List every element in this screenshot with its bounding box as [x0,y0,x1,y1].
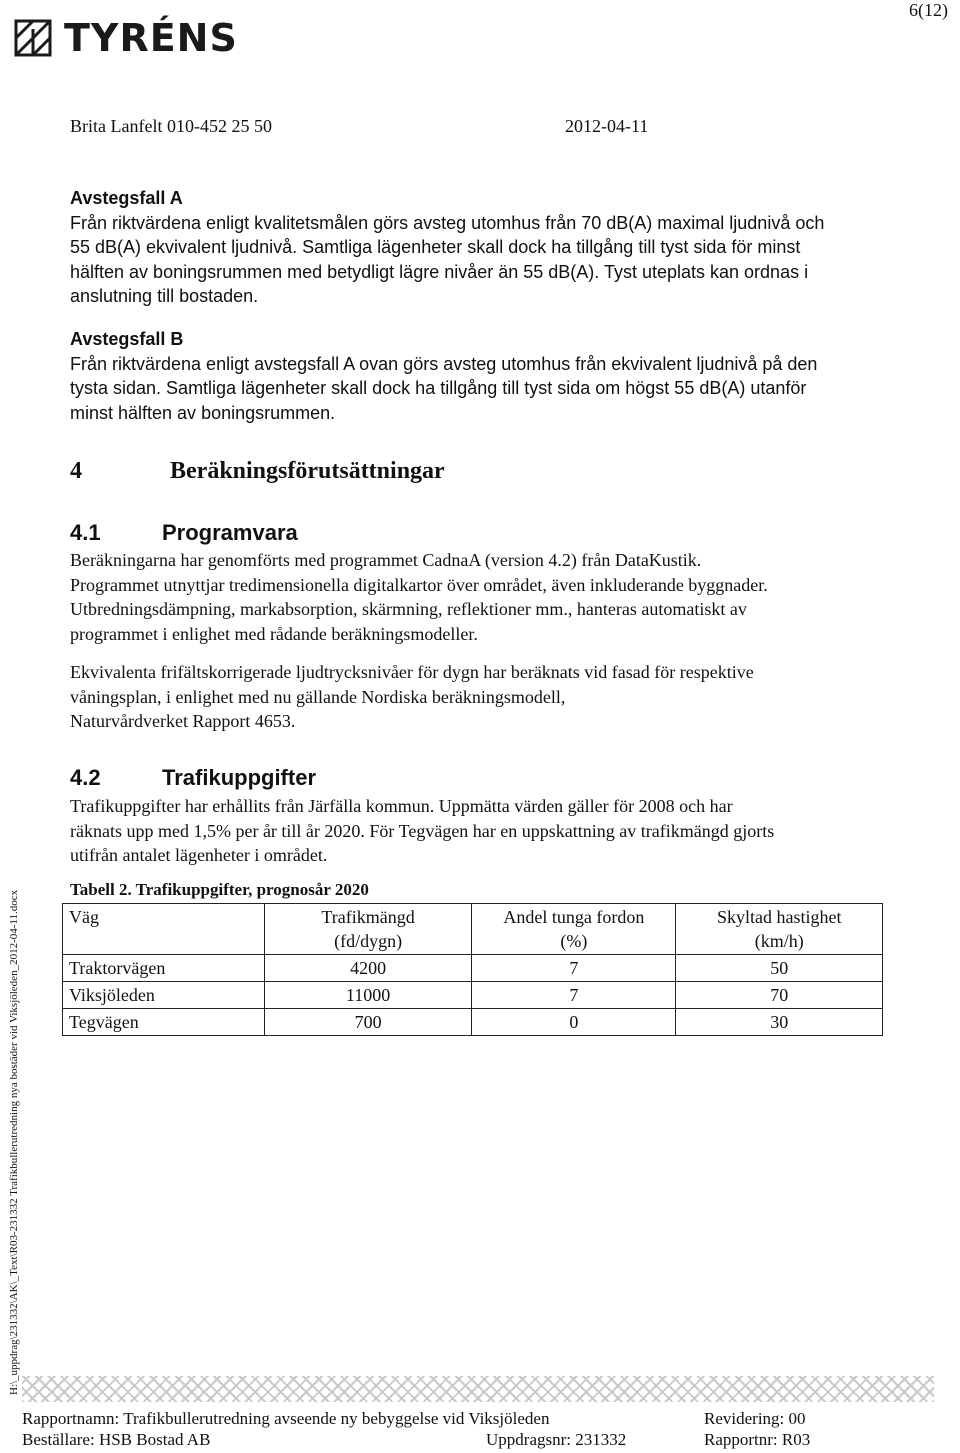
column-header-traffic-volume: Trafikmängd (fd/dygn) [264,904,472,955]
section-4-2-heading [70,765,316,791]
section-title: Beräkningsförutsättningar [170,458,445,484]
footer-client: Beställare: HSB Bostad AB [22,1430,211,1449]
table-caption: Tabell 2. Trafikuppgifter, prognosår 2020 [70,880,369,899]
company-logo [14,14,238,62]
cell-speed-limit: 70 [676,982,883,1009]
page-number: 6(12) [909,0,948,20]
calculation-paragraph [70,660,900,734]
avstegsfall-b-section [70,327,900,425]
avstegsfall-a-section [70,186,900,309]
footer-report-number: Rapportnr: R03 [704,1430,811,1449]
footer-revision: Revidering: 00 [704,1409,806,1428]
section-title: Programvara [162,520,298,545]
software-paragraph [70,548,900,646]
table-row [63,982,883,1009]
text-line: 55 dB(A) ekvivalent ljudnivå. Samtliga lägenheter skall dock ha tillgång till tyst sida för minst [70,237,801,257]
text-line: Trafikuppgifter har erhållits från Järfälla kommun. Uppmätta värden gäller för 2008 och har [70,796,733,816]
section-number: 4.1 [70,520,101,545]
cell-road: Traktorvägen [63,955,265,982]
logo-wordmark: TYRÉNS [64,16,238,60]
table-row [63,955,883,982]
cell-heavy-vehicles: 7 [472,982,676,1009]
cell-traffic-volume: 4200 [264,955,472,982]
logo-cube-icon [14,19,52,57]
cell-heavy-vehicles: 7 [472,955,676,982]
text-line: Ekvivalenta frifältskorrigerade ljudtrycksnivåer för dygn har beräknats vid fasad för respektive [70,662,754,682]
text-line: räknats upp med 1,5% per år till år 2020. För Tegvägen har en uppskattning av trafikmängd gjorts [70,820,775,841]
section-title: Trafikuppgifter [162,765,317,790]
cell-speed-limit: 50 [676,955,883,982]
file-path-margin: H:\_uppdrag\231332\AK\_Text\R03-231332 Trafikbullerutredning nya bostäder vid Viksjöleden_2012-04-11.docx [8,889,20,1395]
section-4-1-heading [70,520,298,546]
text-line: hälften av boningsrummen med betydligt lägre nivåer än 55 dB(A). Tyst uteplats kan ordnas i [70,261,809,282]
section-number: 4.2 [70,765,101,790]
cell-heavy-vehicles: 0 [472,1009,676,1036]
cell-road: Tegvägen [63,1009,265,1036]
avstegsfall-b-heading: Avstegsfall B [70,329,184,349]
text-line: tysta sidan. Samtliga lägenheter skall dock ha tillgång till tyst sida om högst 55 dB(A) utanför [70,378,807,398]
traffic-table [62,903,883,1036]
avstegsfall-a-heading: Avstegsfall A [70,188,183,208]
column-header-road: Väg [63,904,265,955]
text-line: utifrån antalet lägenheter i området. [70,845,328,865]
text-line: Från riktvärdena enligt kvalitetsmålen görs avsteg utomhus från 70 dB(A) maximal ljudnivå och [70,212,825,233]
footer-report-name: Rapportnamn: Trafikbullerutredning avseende ny bebyggelse vid Viksjöleden [22,1409,550,1428]
column-header-speed-limit: Skyltad hastighet (km/h) [676,904,883,955]
footer-assignment-number: Uppdragsnr: 231332 [486,1430,627,1449]
footer-pattern-band [22,1376,934,1402]
text-line: Naturvårdverket Rapport 4653. [70,711,296,731]
text-line: Från riktvärdena enligt avstegsfall A ovan görs avsteg utomhus från ekvivalent ljudnivå på den [70,353,818,374]
text-line: Utbredningsdämpning, markabsorption, skärmning, reflektioner mm., hanteras automatiskt av [70,599,747,619]
document-date: 2012-04-11 [565,116,649,136]
cell-speed-limit: 30 [676,1009,883,1036]
cell-traffic-volume: 11000 [264,982,472,1009]
author-contact: Brita Lanfelt 010-452 25 50 [70,116,272,136]
table-row [63,1009,883,1036]
section-4-heading [70,458,445,485]
cell-traffic-volume: 700 [264,1009,472,1036]
text-line: minst hälften av boningsrummen. [70,402,336,423]
traffic-paragraph [70,794,900,868]
column-header-heavy-vehicles: Andel tunga fordon (%) [472,904,676,955]
text-line: programmet i enlighet med rådande beräkningsmodeller. [70,623,478,644]
section-number: 4 [70,458,82,484]
cell-road: Viksjöleden [63,982,265,1009]
text-line: anslutning till bostaden. [70,286,259,306]
text-line: våningsplan, i enlighet med nu gällande Nordiska beräkningsmodell, [70,686,566,707]
text-line: Beräkningarna har genomförts med programmet CadnaA (version 4.2) från DataKustik. [70,550,702,570]
text-line: Programmet utnyttjar tredimensionella digitalkartor över området, även inkluderande byggnader. [70,574,768,595]
table-header-row [63,904,883,955]
